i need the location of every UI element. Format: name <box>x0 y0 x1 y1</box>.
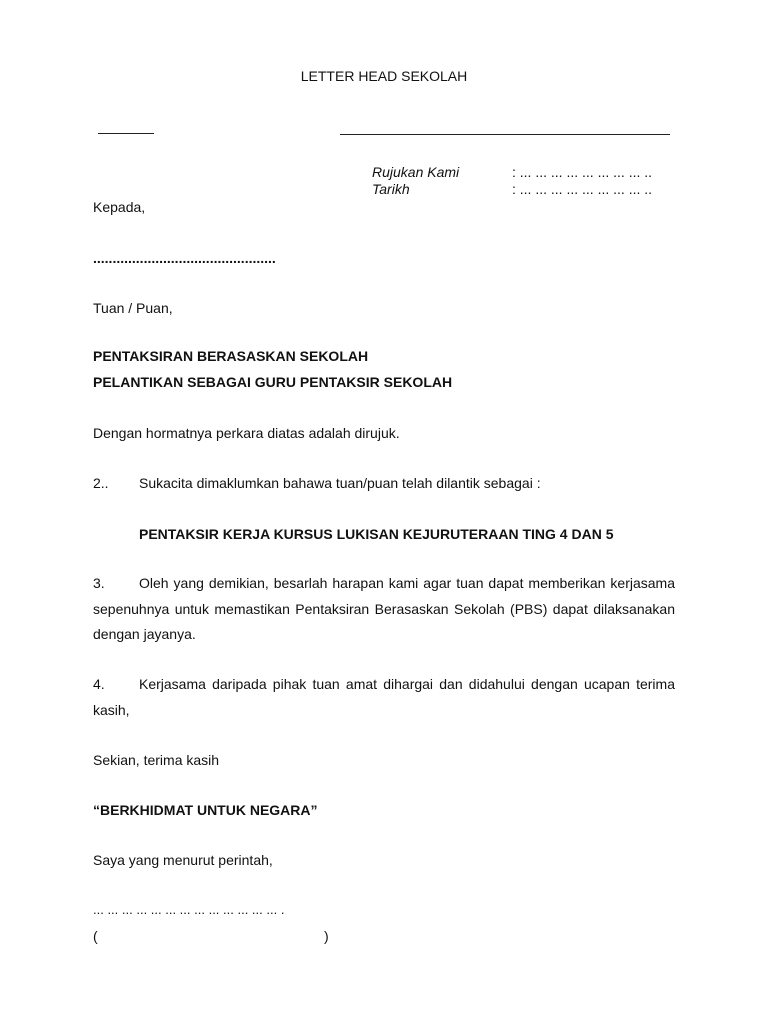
paragraph-4-text: Kerjasama daripada pihak tuan amat dihargai dan didahului dengan ucapan terima kasih, <box>93 676 675 718</box>
date-value: : ... ... ... ... ... ... ... ... .. <box>512 181 653 197</box>
appointment-title: PENTAKSIR KERJA KURSUS LUKISAN KEJURUTERAAN TING 4 DAN 5 <box>139 526 614 542</box>
closing-thanks: Sekian, terima kasih <box>93 752 220 768</box>
signature-dots: ... ... ... ... ... ... ... ... ... ... ... ... ... . <box>93 902 285 917</box>
letterhead-rule-long <box>340 134 670 135</box>
reference-value: : ... ... ... ... ... ... ... ... .. <box>512 164 653 180</box>
subject-line-1: PENTAKSIRAN BERASASKAN SEKOLAH <box>93 348 369 364</box>
closing-order: Saya yang menurut perintah, <box>93 852 273 868</box>
reference-label: Rujukan Kami <box>372 164 460 180</box>
paragraph-3-text: Oleh yang demikian, besarlah harapan kami agar tuan dapat memberikan kerjasama sepenuhnya untuk memastikan Pentaksiran Berasaskan Sekolah (PBS) dapat dilaksanakan dengan jayanya. <box>93 575 675 642</box>
paragraph-3-number: 3. <box>93 575 105 591</box>
paragraph-2 <box>93 475 541 491</box>
paragraph-3 <box>93 571 675 648</box>
paragraph-2-number: 2.. <box>93 475 109 491</box>
salutation: Tuan / Puan, <box>93 300 173 316</box>
letterhead-rule-short <box>98 133 154 134</box>
recipient-address-dots: ............................................... <box>93 250 276 266</box>
motto: “BERKHIDMAT UNTUK NEGARA” <box>93 802 318 818</box>
paragraph-4-number: 4. <box>93 676 105 692</box>
letterhead-title: LETTER HEAD SEKOLAH <box>300 68 468 84</box>
name-close-paren: ) <box>324 928 329 944</box>
date-label: Tarikh <box>372 181 410 197</box>
paragraph-1: Dengan hormatnya perkara diatas adalah dirujuk. <box>93 425 400 441</box>
paragraph-4 <box>93 672 675 723</box>
recipient-label: Kepada, <box>93 199 146 215</box>
name-open-paren: ( <box>93 928 98 944</box>
paragraph-2-text: Sukacita dimaklumkan bahawa tuan/puan telah dilantik sebagai : <box>139 475 541 491</box>
subject-line-2: PELANTIKAN SEBAGAI GURU PENTAKSIR SEKOLAH <box>93 374 453 390</box>
